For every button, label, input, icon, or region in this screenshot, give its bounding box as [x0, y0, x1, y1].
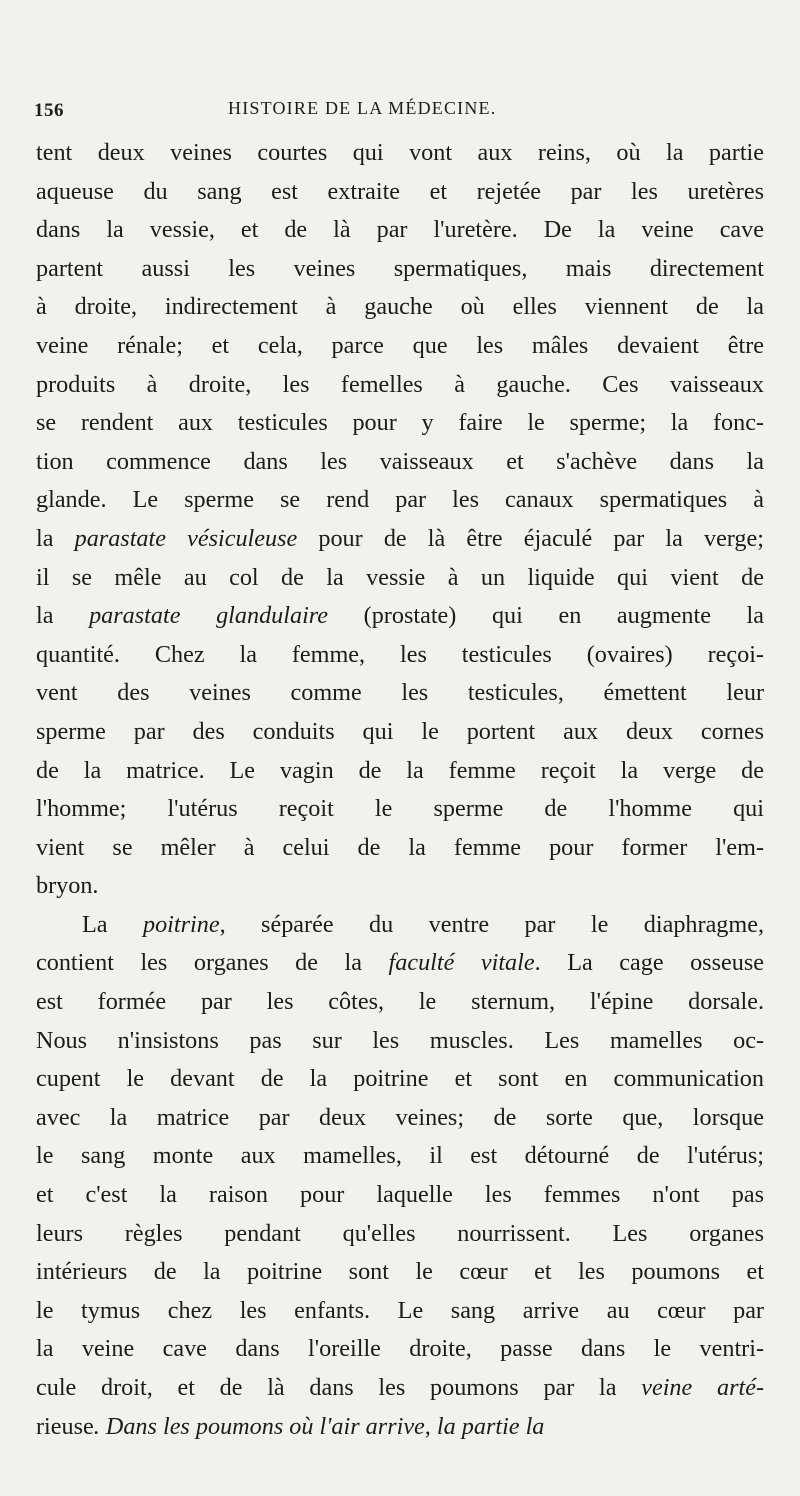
text-line: se rendent aux testicules pour y faire le sperme; la fonc- [36, 409, 764, 437]
text-line: quantité. Chez la femme, les testicules (ovaires) reçoi- [36, 640, 764, 668]
text-line: tent deux veines courtes qui vont aux reins, où la partie [36, 139, 764, 166]
text-line: rieuse. Dans les poumons où l'air arrive, la partie la [36, 1412, 545, 1440]
italic-term: . Dans les poumons où l'air arrive, la partie la [93, 1412, 545, 1440]
text-line: sperme par des conduits qui le portent aux deux cornes [36, 717, 764, 745]
text-line: de la matrice. Le vagin de la femme reçoit la verge de [36, 756, 764, 784]
text-line: cule droit, et de là dans les poumons par la veine arté- [36, 1374, 764, 1401]
text-line: cupent le devant de la poitrine et sont en communication [36, 1065, 764, 1093]
text-line: bryon. [36, 872, 99, 900]
text-line: tion commence dans les vaisseaux et s'achève dans la [36, 447, 764, 475]
text-line: produits à droite, les femelles à gauche. Ces vaisseaux [36, 370, 764, 398]
text-line: la parastate vésiculeuse pour de là être éjaculé par la verge; [36, 524, 764, 552]
italic-term: poitrine [142, 910, 220, 938]
running-title: HISTOIRE DE LA MÉDECINE. [228, 98, 497, 118]
body-text [36, 134, 764, 1446]
italic-term: parastate vésiculeuse [74, 524, 298, 552]
text-line: la parastate glandulaire (prostate) qui en augmente la [36, 602, 764, 630]
text-line: il se mêle au col de la vessie à un liquide qui vient de [36, 563, 764, 591]
italic-term: parastate glandulaire [89, 602, 329, 630]
text-line: vient se mêler à celui de la femme pour former l'em- [36, 833, 764, 861]
text-line: et c'est la raison pour laquelle les femmes n'ont pas [36, 1181, 764, 1209]
text-line: veine rénale; et cela, parce que les mâles devaient être [36, 331, 764, 359]
text-line: est formée par les côtes, le sternum, l'épine dorsale. [36, 988, 764, 1016]
text-line: contient les organes de la faculté vitale. La cage osseuse [36, 949, 764, 977]
text-line: le sang monte aux mamelles, il est détourné de l'utérus; [36, 1142, 764, 1170]
italic-term: faculté vitale [388, 949, 535, 977]
text-line: le tymus chez les enfants. Le sang arrive au cœur par [36, 1296, 764, 1324]
text-line: aqueuse du sang est extraite et rejetée par les uretères [36, 177, 764, 205]
text-line: l'homme; l'utérus reçoit le sperme de l'homme qui [36, 795, 764, 823]
text-line: Nous n'insistons pas sur les muscles. Les mamelles oc- [36, 1026, 764, 1054]
text-line: La poitrine, séparée du ventre par le diaphragme, [82, 910, 764, 938]
text-line: glande. Le sperme se rend par les canaux spermatiques à [36, 486, 764, 514]
page-number: 156 [34, 100, 64, 121]
page-header [34, 88, 764, 128]
text-line: la veine cave dans l'oreille droite, passe dans le ventri- [36, 1335, 764, 1363]
text-line: avec la matrice par deux veines; de sorte que, lorsque [36, 1103, 764, 1131]
italic-term: veine arté- [641, 1374, 764, 1401]
text-line: vent des veines comme les testicules, émettent leur [36, 679, 764, 707]
text-line: dans la vessie, et de là par l'uretère. De la veine cave [36, 216, 764, 244]
text-line: partent aussi les veines spermatiques, mais directement [36, 254, 764, 282]
text-line: leurs règles pendant qu'elles nourrissent. Les organes [36, 1219, 764, 1247]
text-line: intérieurs de la poitrine sont le cœur et les poumons et [36, 1258, 764, 1286]
text-line: à droite, indirectement à gauche où elles viennent de la [36, 293, 764, 321]
